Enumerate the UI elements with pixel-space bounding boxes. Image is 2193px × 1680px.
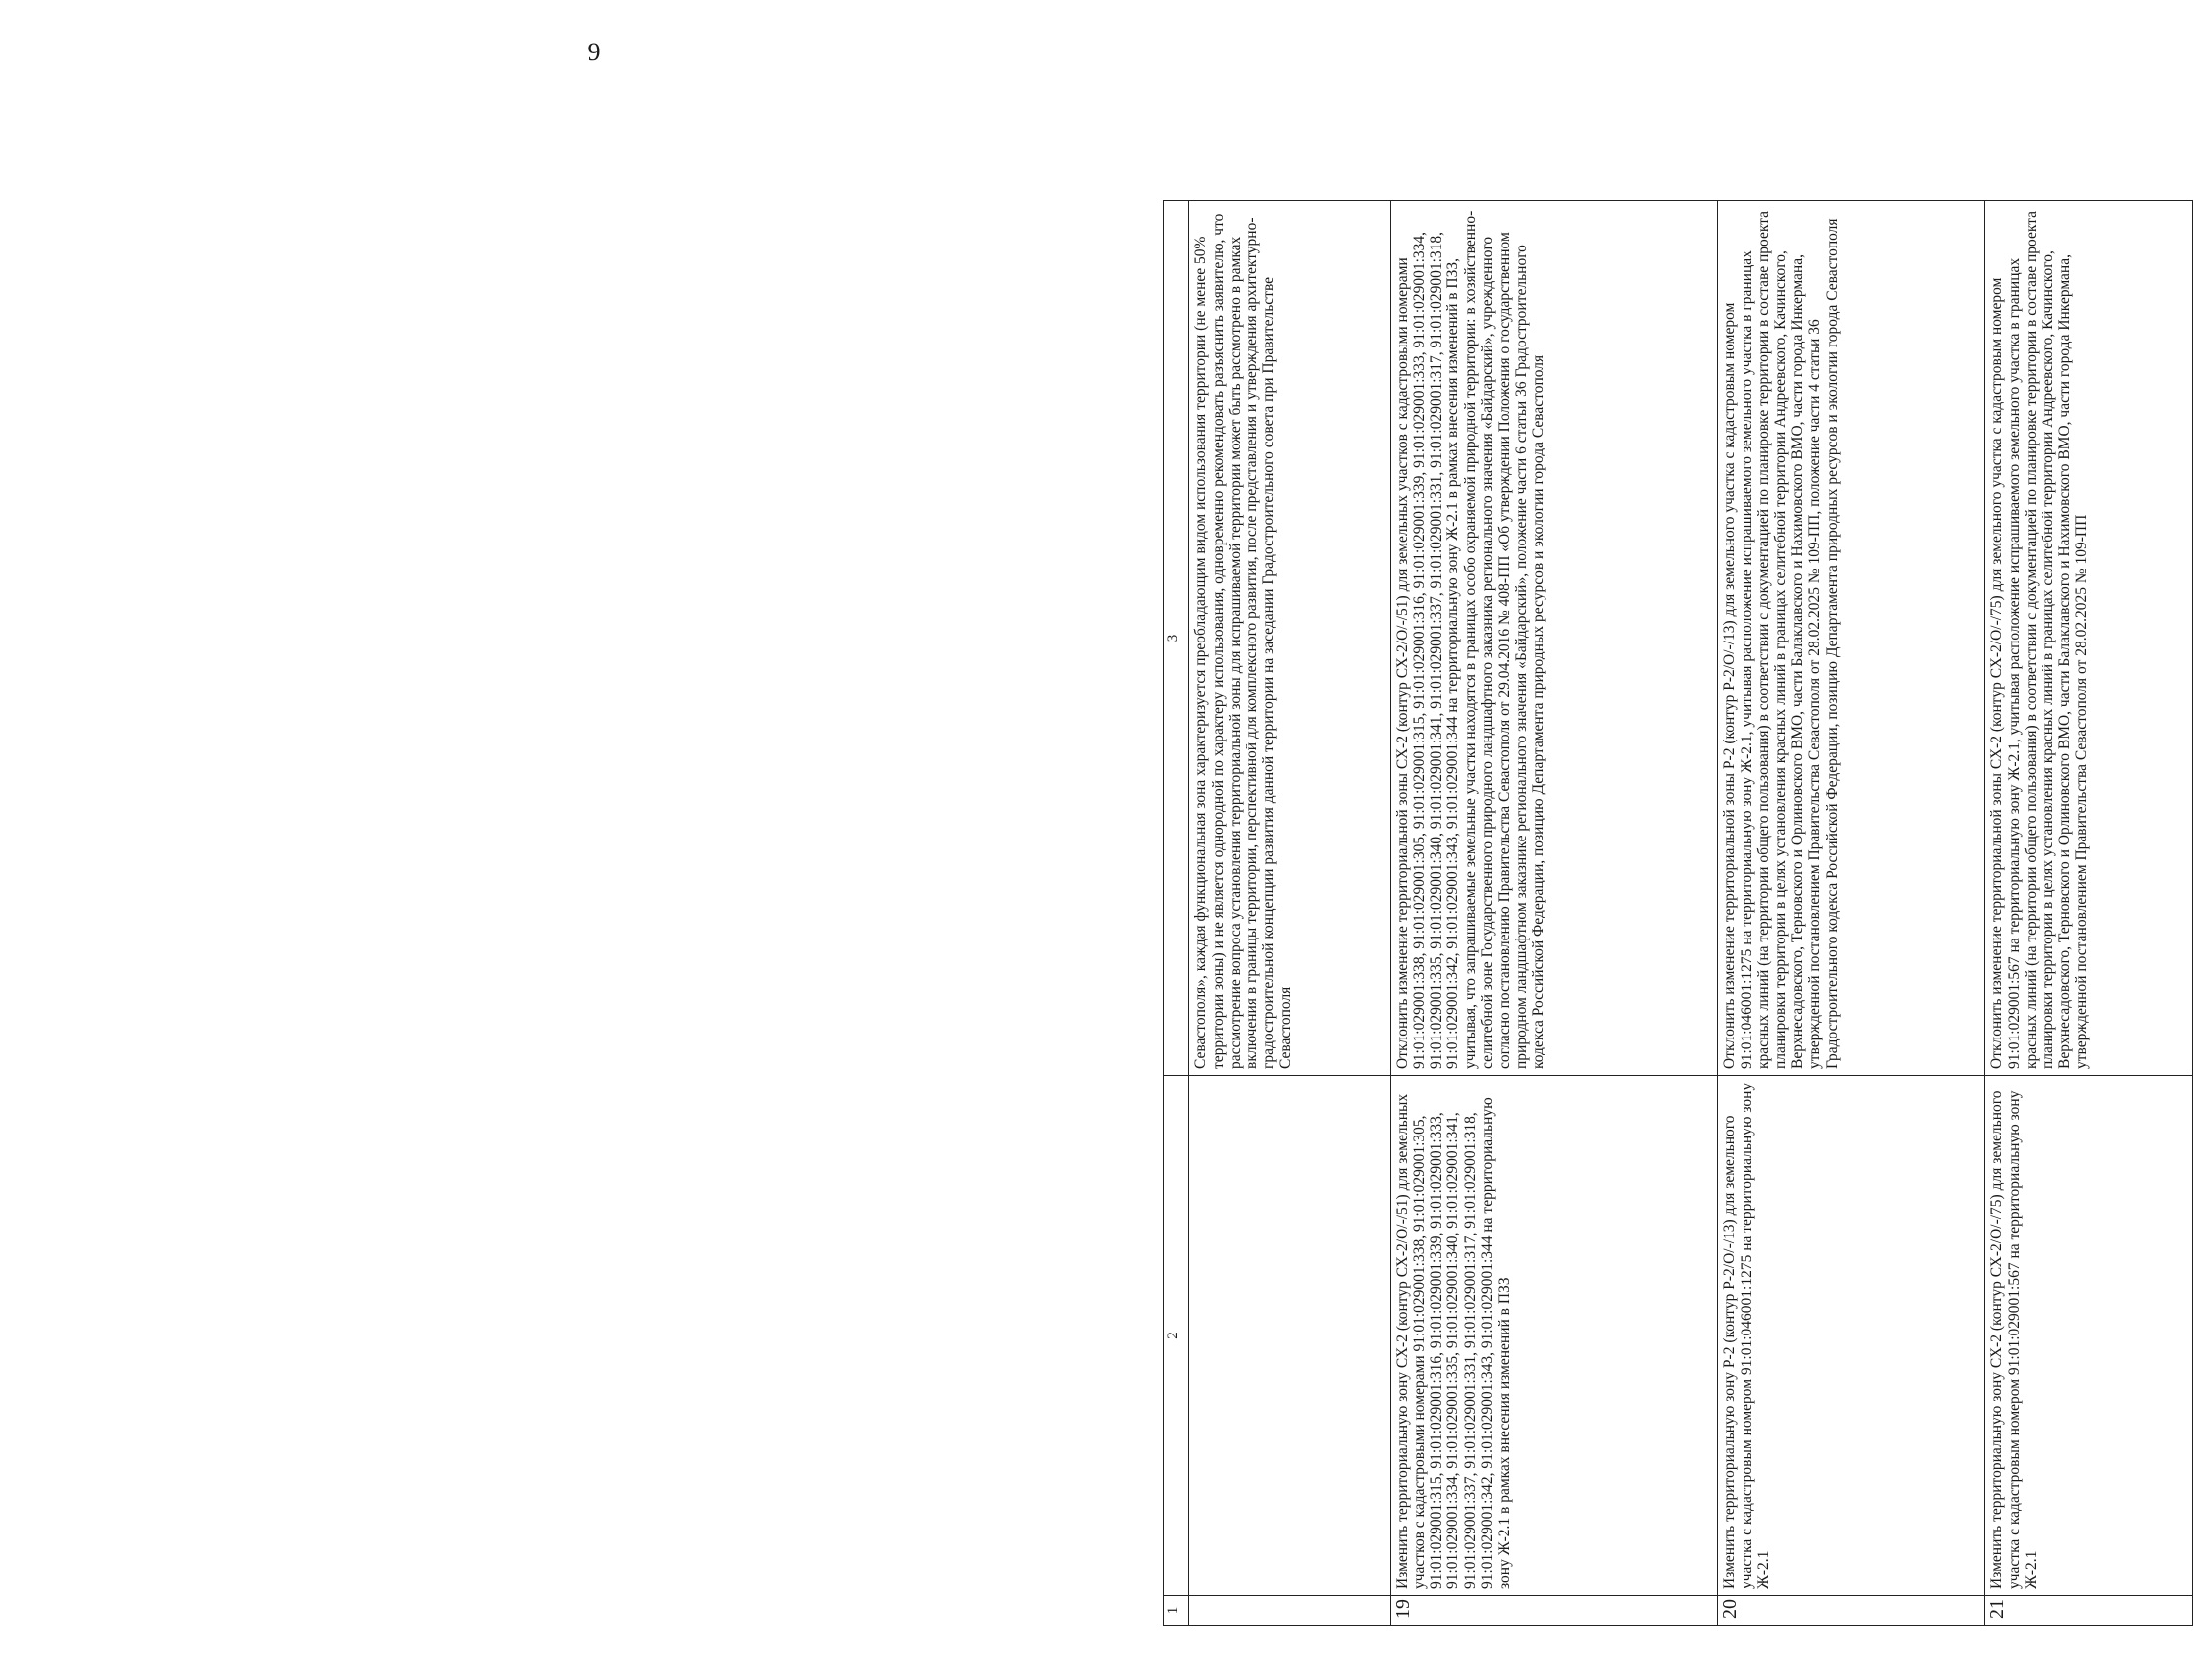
table-row (1390, 201, 1718, 1626)
decision-cell: Отклонить изменение территориальной зоны СХ-2 (контур СХ-2/О/-/51) для земельных участков с кадастровыми номерами 91:01:029001:338, 91:01:029001:305, 91:01:029001:315, 91:01:029001:316, 91:01:029001:339, 91:01:029001:333, 91:01:029001:334, 91:01:029001:335, 91:01:029001:340, 91:01:029001:341, 91:01:029001:337, 91:01:029001:331, 91:01:029001:317, 91:01:029001:318, 91:01:029001:342, 91:01:029001:343, 91:01:029001:344 на территориальную зону Ж-2.1 в рамках внесения изменений в ПЗЗ, учитывая, что запрашиваемые земельные участки находятся в границах особо охраняемой природной территории: в хозяйственно-селитебной зоне Государственного природного ландшафтного заказника регионального значения «Байдарский», учрежденного согласно постановлению Правительства Севастополя от 29.04.2016 № 408-ПП «Об утверждении Положения о государственном природном ландшафтном заказнике регионального значения «Байдарский», положение части 6 статьи 36 Градостроительного кодекса Российской Федерации, позицию Департамента природных ресурсов и экологии города Севастополя (1390, 201, 1718, 1076)
rotated-table-container (1163, 200, 2193, 1626)
decisions-table (1163, 200, 2193, 1626)
header-col-2: 2 (1164, 1076, 1189, 1596)
proposal-cell: Изменить территориальную зону СХ-2 (контур СХ-2/О/-/75) для земельного участка с кадастровым номером 91:01:029001:567 на территориальную зону Ж-2.1 (1985, 1076, 2193, 1596)
row-number: 20 (1718, 1596, 1985, 1626)
table-row (1718, 201, 1985, 1626)
proposal-cell: Изменить территориальную зону Р-2 (контур Р-2/О/-/13) для земельного участка с кадастровым номером 91:01:046001:1275 на территориальную зону Ж-2.1 (1718, 1076, 1985, 1596)
decision-cell: Отклонить изменение территориальной зоны Р-2 (контур Р-2/О/-/13) для земельного участка с кадастровым номером 91:01:046001:1275 на территориальную зону Ж-2.1, учитывая расположение испрашиваемого земельного участка в границах красных линий (на территории общего пользования) в соответствии с документацией по планировке территории в составе проекта планировки территории в целях установления красных линий в границах селитебной территории Андреевского, Качинского, Верхнесадовского, Терновского и Орлиновского ВМО, части Балаклавского и Нахимовского ВМО, части города Инкермана, утвержденной постановлением Правительства Севастополя от 28.02.2025 № 109-ПП, положение части 4 статьи 36 Градостроительного кодекса Российской Федерации, позицию Департамента природных ресурсов и экологии города Севастополя (1718, 201, 1985, 1076)
decision-cell: Отклонить изменение территориальной зоны СХ-2 (контур СХ-2/О/-/75) для земельного участка с кадастровым номером 91:01:029001:567 на территориальную зону Ж-2.1, учитывая расположение испрашиваемого земельного участка в границах красных линий (на территории общего пользования) в соответствии с документацией по планировке территории в составе проекта планировки территории в целях установления красных линий в границах селитебной территории Андреевского, Качинского, Верхнесадовского, Терновского и Орлиновского ВМО, части Балаклавского и Нахимовского ВМО, части города Инкермана, утвержденной постановлением Правительства Севастополя от 28.02.2025 № 109-ПП (1985, 201, 2193, 1076)
row-number: 19 (1390, 1596, 1718, 1626)
header-col-3: 3 (1164, 201, 1189, 1076)
table-row (1189, 201, 1390, 1626)
table-header-row (1164, 201, 1189, 1626)
row-number: 21 (1985, 1596, 2193, 1626)
row-number (1189, 1596, 1390, 1626)
proposal-cell (1189, 1076, 1390, 1596)
table-row (1985, 201, 2193, 1626)
header-col-1: 1 (1164, 1596, 1189, 1626)
page-number: 9 (587, 38, 601, 66)
decision-cell: Севастополя», каждая функциональная зона характеризуется преобладающим видом использования территории (не менее 50% территории зоны) и не является однородной по характеру использования, одновременно рекомендовать разъяснить заявителю, что рассмотрение вопроса установления территориальной зоны для испрашиваемой территории может быть рассмотрено в рамках включения в границы территории, перспективной для комплексного развития, после представления и утверждения архитектурно-градостроительной концепции развития данной территории на заседании Градостроительного совета при Правительстве Севастополя (1189, 201, 1390, 1076)
proposal-cell: Изменить территориальную зону СХ-2 (контур СХ-2/О/-/51) для земельных участков с кадастровыми номерами 91:01:029001:338, 91:01:029001:305, 91:01:029001:315, 91:01:029001:316, 91:01:029001:339, 91:01:029001:333, 91:01:029001:334, 91:01:029001:335, 91:01:029001:340, 91:01:029001:341, 91:01:029001:337, 91:01:029001:331, 91:01:029001:317, 91:01:029001:318, 91:01:029001:342, 91:01:029001:343, 91:01:029001:344 на территориальную зону Ж-2.1 в рамках внесения изменений в ПЗЗ (1390, 1076, 1718, 1596)
